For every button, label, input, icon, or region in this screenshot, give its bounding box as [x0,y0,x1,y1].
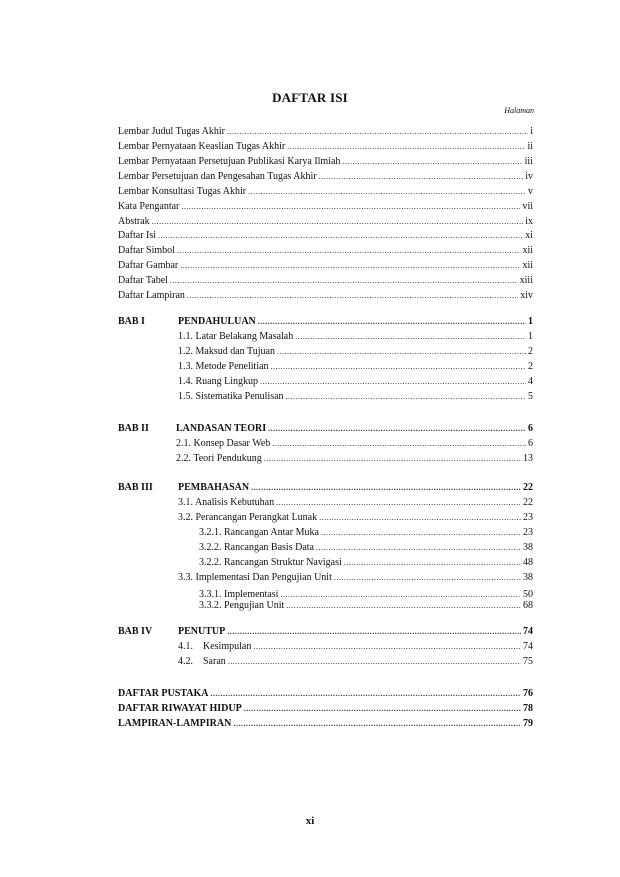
toc-entry[interactable] [118,243,533,257]
section-page: 38 [523,572,533,583]
toc-leader [253,641,521,653]
section-label: 3.2. Perancangan Perangkat Lunak [178,512,318,523]
subsection-entry[interactable] [199,555,533,569]
toc-leader [319,512,521,524]
toc-leader [260,376,526,388]
section-label: 2.1. Konsep Dasar Web [176,438,271,449]
toc-leader [177,245,521,257]
chapter-entry[interactable] [178,624,533,638]
toc-entry[interactable] [118,169,533,183]
section-entry[interactable] [178,654,533,668]
toc-leader [319,171,524,183]
section-entry[interactable] [178,639,533,653]
toc-entry-page: i [530,126,533,137]
chapter-page: 1 [528,316,533,327]
toc-entry-label: Daftar Simbol [118,245,175,256]
chapter-title: PEMBAHASAN [178,482,250,493]
toc-leader [316,542,521,554]
toc-leader [210,688,521,700]
chapter-code: BAB IV [118,626,153,637]
section-entry[interactable] [178,329,533,343]
toc-leader [287,141,525,153]
toc-leader [187,290,518,302]
section-page: 22 [523,497,533,508]
toc-entry[interactable] [118,184,533,198]
toc-entry-label: Lembar Judul Tugas Akhir [118,126,225,137]
toc-leader [344,557,521,569]
page-title: DAFTAR ISI [272,90,348,105]
chapter-entry[interactable] [178,314,533,328]
section-page: 6 [528,438,533,449]
toc-entry[interactable] [118,273,533,287]
section-page: 68 [523,600,533,611]
toc-leader [276,497,521,509]
section-label: 3.3.2. Pengujian Unit [199,600,285,611]
section-label: 1.2. Maksud dan Tujuan [178,346,275,357]
chapter-title: PENUTUP [178,626,226,637]
toc-entry-page: vii [522,201,533,212]
section-entry[interactable] [178,359,533,373]
toc-entry[interactable] [118,701,533,715]
section-entry[interactable] [176,436,533,450]
toc-leader [228,656,521,668]
toc-leader [295,331,526,343]
section-page: 23 [523,527,533,538]
toc-entry-page: xii [522,260,533,271]
toc-entry-page: 78 [523,703,533,714]
section-label: 1.3. Metode Penelitian [178,361,269,372]
toc-entry-page: xii [522,245,533,256]
toc-leader [342,156,522,168]
halaman-label: Halaman [504,106,534,115]
toc-entry-page: ii [527,141,533,152]
section-entry[interactable] [178,389,533,403]
toc-entry-label: Lembar Konsultasi Tugas Akhir [118,186,247,197]
subsection-entry[interactable] [199,598,533,612]
subsection-entry[interactable] [199,525,533,539]
toc-entry[interactable] [118,214,533,228]
section-label: 1.4. Ruang Lingkup [178,376,258,387]
chapter-title: PENDAHULUAN [178,316,256,327]
toc-leader [233,718,521,730]
toc-leader [227,626,521,638]
section-entry[interactable] [178,570,533,584]
toc-leader [286,600,521,612]
section-label: 1.1. Latar Belakang Masalah [178,331,294,342]
section-page: 23 [523,512,533,523]
toc-leader [271,361,526,373]
section-page: 75 [523,656,533,667]
toc-leader [277,346,526,358]
chapter-page: 74 [523,626,533,637]
toc-entry-label: DAFTAR RIWAYAT HIDUP [118,703,242,714]
toc-leader [321,527,521,539]
toc-entry-label: Daftar Lampiran [118,290,185,301]
section-page: 38 [523,542,533,553]
toc-entry[interactable] [118,124,533,138]
section-page: 4 [528,376,533,387]
toc-leader [244,703,521,715]
section-entry[interactable] [178,374,533,388]
toc-leader [286,391,526,403]
toc-entry[interactable] [118,288,533,302]
toc-entry-label: Daftar Tabel [118,275,168,286]
toc-leader [264,453,521,465]
toc-leader [181,201,520,213]
chapter-entry[interactable] [176,421,533,435]
toc-leader [227,126,528,138]
toc-leader [170,275,518,287]
chapter-code: BAB III [118,482,153,493]
chapter-page: 22 [523,482,533,493]
chapter-title: LANDASAN TEORI [176,423,267,434]
toc-entry-label: DAFTAR PUSTAKA [118,688,209,699]
toc-leader [268,423,526,435]
section-label: 3.2.1. Rancangan Antar Muka [199,527,319,538]
toc-leader [258,316,526,328]
toc-entry-page: ix [525,216,533,227]
toc-leader [158,230,523,242]
toc-leader [251,482,521,494]
chapter-entry[interactable] [178,480,533,494]
subsection-entry[interactable] [199,540,533,554]
page-number: xi [305,815,315,827]
section-page: 2 [528,346,533,357]
section-page: 13 [523,453,533,464]
toc-entry-label: Abstrak [118,216,150,227]
toc-entry[interactable] [118,228,533,242]
toc-leader [334,572,521,584]
toc-leader [152,216,524,228]
toc-entry-page: 76 [523,688,533,699]
toc-entry-label: Daftar Gambar [118,260,179,271]
toc-entry[interactable] [118,199,533,213]
toc-entry[interactable] [118,716,533,730]
section-page: 48 [523,557,533,568]
toc-entry-page: iii [524,156,533,167]
section-page: 2 [528,361,533,372]
section-label: 4.2. Saran [178,656,226,667]
section-label: 3.3. Implementasi Dan Pengujian Unit [178,572,332,583]
toc-entry-label: Daftar Isi [118,230,157,241]
toc-entry-label: Lembar Pernyataan Persetujuan Publikasi Karya Ilmiah [118,156,341,167]
section-entry[interactable] [178,344,533,358]
section-label: 1.5. Sistematika Penulisan [178,391,284,402]
toc-entry[interactable] [118,154,533,168]
section-label: 3.2.2. Rancangan Struktur Navigasi [199,557,342,568]
toc-entry[interactable] [118,258,533,272]
chapter-page: 6 [528,423,533,434]
toc-entry[interactable] [118,686,533,700]
section-label: 3.1. Analisis Kebutuhan [178,497,275,508]
section-page: 1 [528,331,533,342]
toc-entry-page: v [528,186,533,197]
section-entry[interactable] [176,451,533,465]
section-page: 5 [528,391,533,402]
toc-entry-page: xi [525,230,533,241]
section-entry[interactable] [178,495,533,509]
toc-entry-page: xiv [520,290,533,301]
chapter-code: BAB II [118,423,149,434]
toc-entry-label: LAMPIRAN-LAMPIRAN [118,718,232,729]
toc-entry[interactable] [118,139,533,153]
section-page: 74 [523,641,533,652]
toc-entry-page: 79 [523,718,533,729]
toc-entry-page: xiii [519,275,533,286]
toc-leader [180,260,520,272]
toc-entry-page: iv [525,171,533,182]
section-label: 3.3.1. Implementasi [199,589,279,600]
section-page: 50 [523,589,533,600]
toc-entry-label: Kata Pengantar [118,201,180,212]
section-label: 4.1. Kesimpulan [178,641,252,652]
toc-entry-label: Lembar Pernyataan Keaslian Tugas Akhir [118,141,286,152]
section-entry[interactable] [178,510,533,524]
toc-leader [248,186,526,198]
section-label: 3.2.2. Rancangan Basis Data [199,542,314,553]
toc-entry-label: Lembar Persetujuan dan Pengesahan Tugas Akhir [118,171,317,182]
section-label: 2.2. Teori Pendukung [176,453,262,464]
toc-leader [272,438,526,450]
chapter-code: BAB I [118,316,145,327]
